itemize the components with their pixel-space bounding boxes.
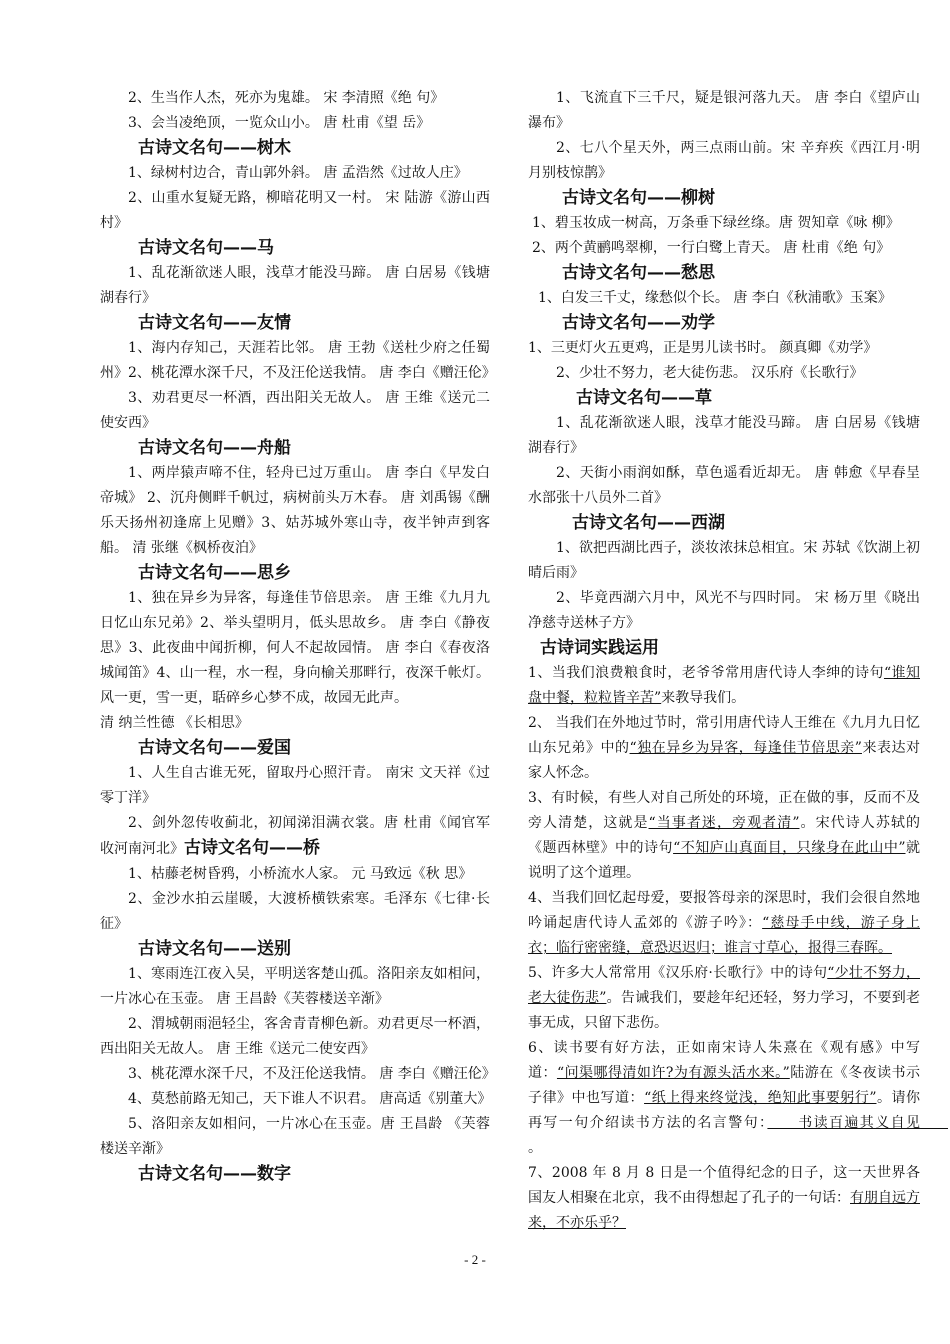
verse-shengdang: 2、生当作人杰，死亦为鬼雄。 宋 李清照《绝 句》 bbox=[128, 90, 445, 106]
heading-qiao: 古诗文名句——桥 bbox=[184, 838, 320, 858]
verse-liushu-2: 2、两个黄鹂鸣翠柳，一行白鹭上青天。 唐 杜甫《绝 句》 bbox=[532, 240, 891, 256]
verse-xihu-1: 1、欲把西湖比西子，淡妆浓抹总相宜。宋 苏轼《饮湖上初晴后雨》 bbox=[528, 540, 920, 581]
heading-quanxue: 古诗文名句——劝学 bbox=[562, 313, 715, 333]
verse-liushu-1: 1、碧玉妆成一树高，万条垂下绿丝绦。唐 贺知章《咏 柳》 bbox=[532, 215, 900, 231]
verse-youqing-3: 3、劝君更尽一杯酒，西出阳关无故人。 唐 王维《送元二使安西》 bbox=[100, 390, 490, 431]
verse-shumu-2: 2、山重水复疑无路，柳暗花明又一村。 宋 陆游《游山西村》 bbox=[100, 190, 490, 231]
question-2: 2、 当我们在外地过节时，常引用唐代诗人王维在《九月九日忆山东兄弟》中的“独在异乡为异客，每逢佳节倍思亲”来表达对家人怀念。 bbox=[528, 715, 920, 781]
verse-cao-2: 2、天街小雨润如酥，草色遥看近却无。 唐 韩愈《早春呈水部张十八员外二首》 bbox=[528, 465, 920, 506]
heading-aiguo: 古诗文名句——爱国 bbox=[138, 738, 291, 758]
verse-chousi-1: 1、白发三千丈，缘愁似个长。 唐 李白《秋浦歌》玉案》 bbox=[538, 290, 892, 306]
verse-shumu-1: 1、绿树村边合，青山郭外斜。 唐 孟浩然《过故人庄》 bbox=[128, 165, 468, 181]
question-1: 1、当我们浪费粮食时，老爷爷常用唐代诗人李绅的诗句“谁知盘中餐，粒粒皆辛苦”来教导我们。 bbox=[528, 665, 920, 706]
verse-songbie-2: 2、渭城朝雨浥轻尘，客舍青青柳色新。劝君更尽一杯酒，西出阳关无故人。 唐 王维《送元二使安西》 bbox=[100, 1016, 490, 1057]
heading-shumu: 古诗文名句——树木 bbox=[138, 138, 291, 158]
question-4: 4、当我们回忆起母爱，要报答母亲的深思时，我们会很自然地吟诵起唐代诗人孟郊的《游子吟》：“慈母手中线，游子身上衣；临行密密缝，意恐迟迟归；谁言寸草心，报得三春晖。 bbox=[528, 890, 920, 956]
heading-shijian: 古诗词实践运用 bbox=[540, 638, 659, 658]
answer-6b: “纸上得来终觉浅，绝知此事要躬行” bbox=[644, 1090, 877, 1106]
question-6: 6、读书要有好方法，正如南宋诗人朱熹在《观有感》中写道：“问渠哪得清如许?为有源头活水来。”陆游在《冬夜读书示子律》中也写道：“纸上得来终觉浅，绝知此事要躬行”。请你再写一句介绍读书方法的名言警句： 书读百遍其义自见 。 bbox=[528, 1040, 949, 1156]
verse-sixiang-source: 清 纳兰性德 《长相思》 bbox=[100, 715, 249, 731]
heading-youqing: 古诗文名句——友情 bbox=[138, 313, 291, 333]
answer-6c: 书读百遍其义自见 bbox=[767, 1115, 949, 1131]
question-5: 5、许多大人常常用《汉乐府·长歌行》中的诗句“少壮不努力，老大徒伤悲”。告诫我们，要趁年纪还轻，努力学习，不要到老事无成，只留下悲伤。 bbox=[528, 965, 920, 1031]
heading-shuzi: 古诗文名句——数字 bbox=[138, 1164, 291, 1184]
verse-songbie-5: 5、洛阳亲友如相问，一片冰心在玉壶。唐 王昌龄 《芙蓉楼送辛渐》 bbox=[100, 1116, 490, 1157]
verse-youqing-1: 1、海内存知己，天涯若比邻。 唐 王勃《送杜少府之任蜀州》2、桃花潭水深千尺，不及汪伦送我情。 唐 李白《赠汪伦》 bbox=[100, 340, 496, 381]
verse-sixiang: 1、独在异乡为异客，每逢佳节倍思亲。 唐 王维《九月九日忆山东兄弟》2、举头望明月，低头思故乡。 唐 李白《静夜思》3、此夜曲中闻折柳，何人不起故园情。 唐 李白《春夜洛城闻笛》4、山一程，水一程，身向榆关那畔行，夜深千帐灯。风一更，雪一更，聒碎乡心梦不成，故园无此声。 bbox=[100, 590, 490, 706]
answer-2: “独在异乡为异客，每逢佳节倍思亲” bbox=[629, 740, 862, 756]
heading-ma: 古诗文名句——马 bbox=[138, 238, 274, 258]
heading-zhouchuan: 古诗文名句——舟船 bbox=[138, 438, 291, 458]
page-number: - 2 - bbox=[464, 1252, 486, 1267]
answer-3a: “当事者迷，旁观者清” bbox=[648, 815, 800, 831]
question-7: 7、2008 年 8 月 8 日是一个值得纪念的日子，这一天世界各国友人相聚在北京，我不由得想起了孔子的一句话：有朋自远方来，不亦乐乎？ bbox=[528, 1165, 920, 1231]
verse-aiguo-1: 1、人生自古谁无死，留取丹心照汗青。 南宋 文天祥《过零丁洋》 bbox=[100, 765, 490, 806]
heading-xihu: 古诗文名句——西湖 bbox=[572, 513, 725, 533]
question-3: 3、有时候，有些人对自己所处的环境，正在做的事，反而不及旁人清楚，这就是“当事者迷，旁观者清”。宋代诗人苏轼的《题西林壁》中的诗句“不知庐山真面目，只缘身在此山中”就说明了这个道理。 bbox=[528, 790, 921, 881]
heading-songbie: 古诗文名句——送别 bbox=[138, 939, 291, 959]
left-column bbox=[100, 86, 496, 1187]
answer-5: “少壮不努力，老大徒伤悲” bbox=[528, 965, 920, 1006]
verse-songbie-4: 4、莫愁前路无知己，天下谁人不识君。 唐高适《别董大》 bbox=[128, 1091, 492, 1107]
verse-feiliu: 1、飞流直下三千尺，疑是银河落九天。 唐 李白《望庐山瀑布》 bbox=[528, 90, 920, 131]
verse-cao-1: 1、乱花渐欲迷人眼，浅草才能没马蹄。 唐 白居易《钱塘湖春行》 bbox=[528, 415, 920, 456]
verse-songbie-3: 3、桃花潭水深千尺，不及汪伦送我情。 唐 李白《赠汪伦》 bbox=[128, 1066, 496, 1082]
heading-cao: 古诗文名句——草 bbox=[576, 388, 712, 408]
verse-qibage: 2、七八个星天外，两三点雨山前。宋 辛弃疾《西江月·明月别枝惊鹊》 bbox=[528, 140, 920, 181]
verse-xihu-2: 2、毕竟西湖六月中，风光不与四时同。 宋 杨万里《晓出净慈寺送林子方》 bbox=[528, 590, 920, 631]
answer-4: “慈母手中线，游子身上衣；临行密密缝，意恐迟迟归；谁言寸草心，报得三春晖。 bbox=[528, 915, 920, 956]
verse-qiao-1: 1、枯藤老树昏鸦，小桥流水人家。 元 马致远《秋 思》 bbox=[128, 866, 473, 882]
verse-quanxue-2: 2、少壮不努力，老大徒伤悲。 汉乐府《长歌行》 bbox=[556, 365, 864, 381]
verse-qiao-2: 2、金沙水拍云崖暖，大渡桥横铁索寒。毛泽东《七律·长征》 bbox=[100, 891, 490, 932]
verse-huidang: 3、会当凌绝顶，一览众山小。 唐 杜甫《望 岳》 bbox=[128, 115, 431, 131]
verse-ma-1: 1、乱花渐欲迷人眼，浅草才能没马蹄。 唐 白居易《钱塘湖春行》 bbox=[100, 265, 490, 306]
right-column bbox=[528, 86, 949, 1236]
answer-1: “谁知盘中餐，粒粒皆辛苦” bbox=[528, 665, 920, 706]
verse-aiguo-2 bbox=[100, 811, 490, 862]
heading-chousi: 古诗文名句——愁思 bbox=[562, 263, 715, 283]
verse-aiguo-2-text: 2、剑外忽传收蓟北，初闻涕泪满衣裳。唐 杜甫《闻官军收河南河北》 bbox=[100, 815, 490, 857]
answer-6a: “问渠哪得清如许?为有源头活水来。” bbox=[556, 1065, 790, 1081]
answer-7: 有朋自远方来，不亦乐乎？ bbox=[528, 1190, 920, 1231]
verse-songbie-1: 1、寒雨连江夜入吴，平明送客楚山孤。洛阳亲友如相问，一片冰心在玉壶。 唐 王昌龄《芙蓉楼送辛渐》 bbox=[100, 966, 490, 1007]
verse-zhouchuan: 1、两岸猿声啼不住，轻舟已过万重山。 唐 李白《早发白帝城》 2、沉舟侧畔千帆过，病树前头万木春。 唐 刘禹锡《酬乐天扬州初逢席上见赠》3、姑苏城外寒山寺，夜半钟声到客船。 清 张继《枫桥夜泊》 bbox=[100, 465, 490, 556]
verse-quanxue-1: 1、三更灯火五更鸡，正是男儿读书时。 颜真卿《劝学》 bbox=[528, 340, 878, 356]
heading-liushu: 古诗文名句——柳树 bbox=[562, 188, 715, 208]
heading-sixiang: 古诗文名句——思乡 bbox=[138, 563, 291, 583]
answer-3b: “不知庐山真面目，只缘身在此山中” bbox=[673, 840, 906, 856]
